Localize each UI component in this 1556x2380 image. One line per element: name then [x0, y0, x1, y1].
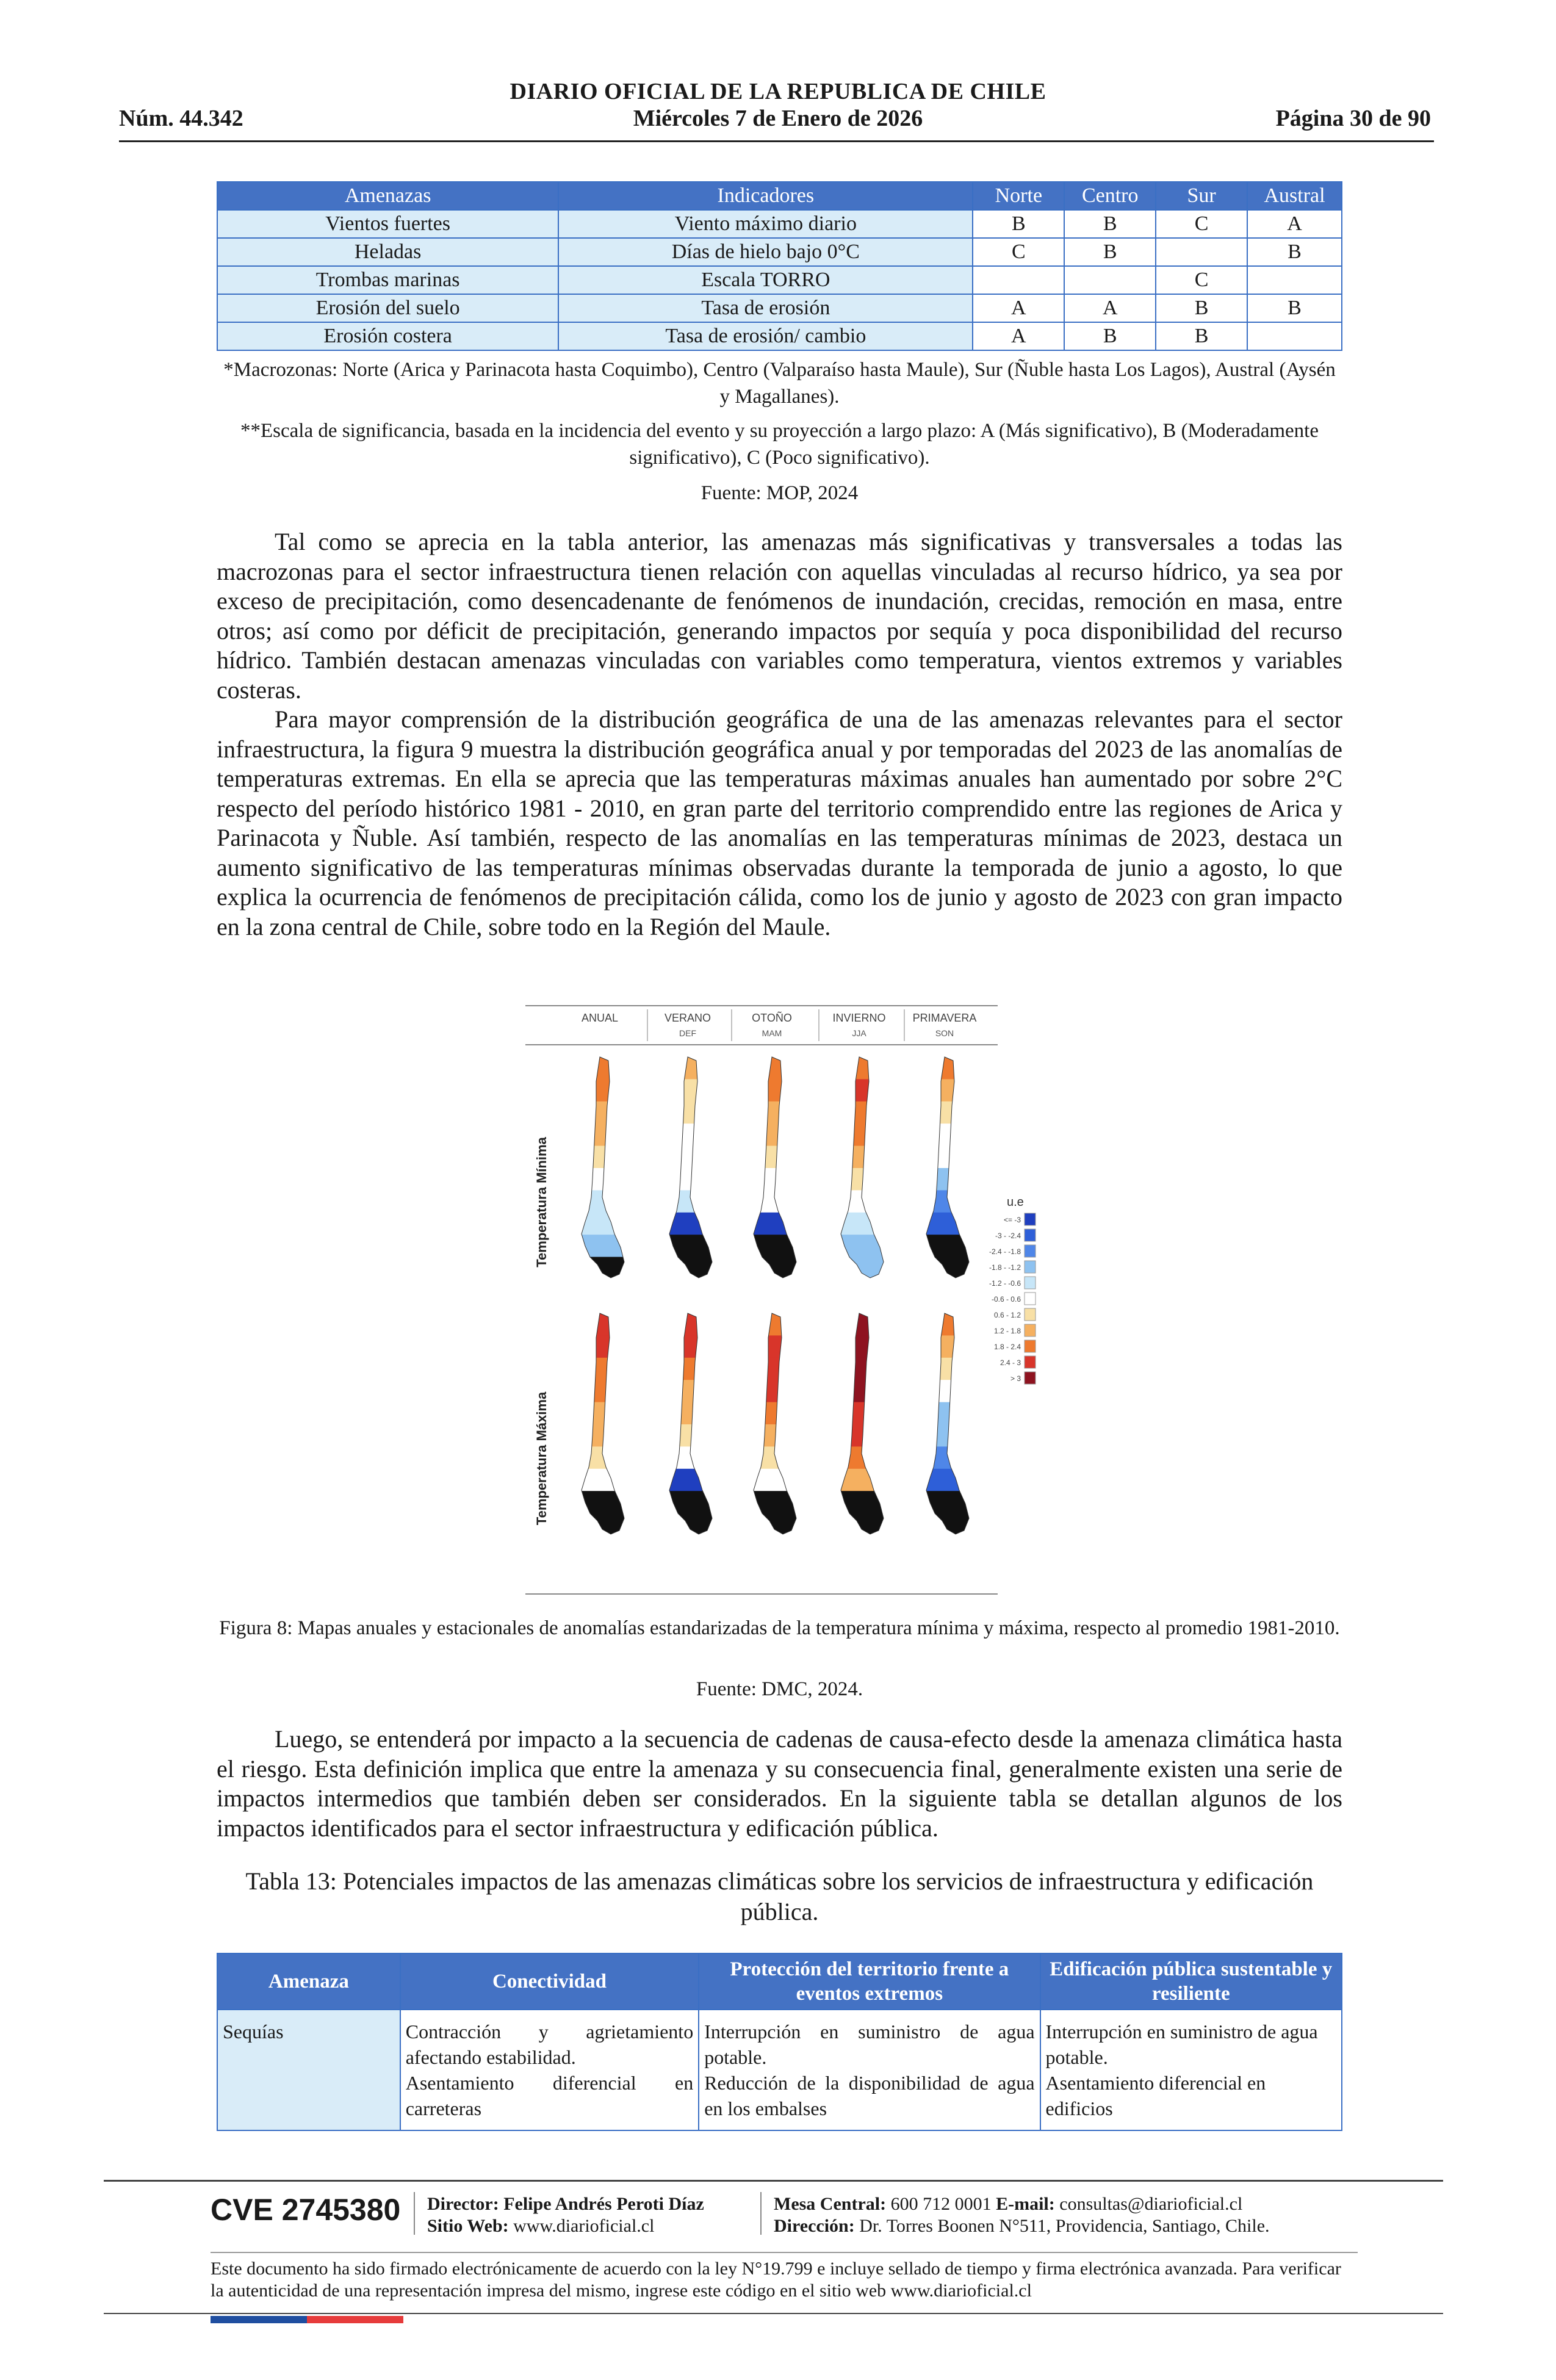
map-region [575, 1313, 625, 1336]
map-region [663, 1168, 713, 1191]
legend-swatch [1025, 1213, 1036, 1225]
map-region [920, 1190, 970, 1213]
table-cell: B [973, 210, 1064, 238]
map-region [920, 1446, 970, 1469]
map-region [663, 1213, 713, 1235]
map-region [920, 1380, 970, 1402]
map-region [575, 1446, 625, 1469]
map-region [747, 1123, 798, 1146]
map-region [663, 1190, 713, 1213]
map-region [920, 1123, 970, 1146]
map-region [747, 1257, 798, 1280]
table-cell: B [1064, 322, 1156, 350]
legend-swatch [1025, 1229, 1036, 1241]
map-region [575, 1513, 625, 1536]
footer-inner-rule [211, 2252, 1358, 2253]
map-region [835, 1079, 885, 1102]
legend-swatch [1025, 1293, 1036, 1305]
column-title: ANUAL [581, 1012, 619, 1024]
cve-code: CVE 2745380 [211, 2193, 401, 2227]
map-region [663, 1380, 713, 1402]
table-row [217, 266, 1342, 294]
map-region [575, 1358, 625, 1380]
legend-swatch [1025, 1245, 1036, 1257]
table-cell: B [1064, 210, 1156, 238]
table-note-scale: **Escala de significancia, basada en la incidencia del evento y su proyección a largo plazo: A (Más significativo), B (Moderadamente significativo), C (Poco significativo). [240, 420, 1319, 469]
tmin-map [920, 1057, 970, 1280]
table-cell [699, 2010, 1040, 2130]
legend-label: 1.8 - 2.4 [993, 1343, 1021, 1351]
table-row [217, 238, 1342, 266]
table-cell: Vientos fuertes [217, 210, 558, 238]
column-header: Conectividad [400, 1953, 699, 2010]
map-region [575, 1146, 625, 1169]
table-cell: C [1156, 266, 1247, 294]
tmax-map [920, 1313, 970, 1536]
map-region [920, 1257, 970, 1280]
tmin-map [835, 1057, 885, 1280]
table-cell: Escala TORRO [558, 266, 973, 294]
tmin-map [575, 1057, 625, 1280]
map-region [835, 1335, 885, 1358]
column-subtitle: MAM [762, 1028, 782, 1038]
map-region [575, 1102, 625, 1124]
table-row [217, 322, 1342, 350]
map-region [835, 1358, 885, 1380]
map-region [920, 1424, 970, 1447]
map-region [575, 1079, 625, 1102]
map-region [920, 1168, 970, 1191]
map-region [747, 1057, 798, 1080]
map-region [835, 1168, 885, 1191]
table-source: Fuente: MOP, 2024 [701, 482, 859, 504]
table-row [217, 294, 1342, 322]
map-region [575, 1257, 625, 1280]
table-cell: A [1247, 210, 1342, 238]
table-cell: Sequías [217, 2010, 400, 2130]
map-region [575, 1190, 625, 1213]
column-title: VERANO [664, 1012, 711, 1024]
impact-item: Contracción y agrietamiento afectando estabilidad. [405, 2021, 694, 2068]
legend-title: u.e [1007, 1195, 1024, 1209]
impacts-table [217, 1953, 1342, 2131]
impact-item: Asentamiento diferencial en carreteras [405, 2072, 694, 2119]
map-region [575, 1424, 625, 1447]
table-cell: B [1247, 294, 1342, 322]
map-region [835, 1213, 885, 1235]
map-region [663, 1057, 713, 1080]
map-region [747, 1402, 798, 1425]
map-region [920, 1146, 970, 1169]
table-cell: A [973, 294, 1064, 322]
tmin-map [747, 1057, 798, 1280]
table-cell: A [1064, 294, 1156, 322]
column-header: Centro [1064, 182, 1156, 210]
column-subtitle: JJA [852, 1028, 866, 1038]
map-region [575, 1057, 625, 1080]
legend-label: > 3 [1010, 1374, 1021, 1383]
legend-label: -3 - -2.4 [995, 1231, 1021, 1240]
map-region [575, 1168, 625, 1191]
issue-number: Núm. 44.342 [119, 106, 243, 131]
map-region [920, 1057, 970, 1080]
table-cell: B [1156, 294, 1247, 322]
table-cell: Heladas [217, 238, 558, 266]
table-cell: C [1156, 210, 1247, 238]
issue-date: Miércoles 7 de Enero de 2026 [633, 106, 923, 131]
map-region [663, 1469, 713, 1491]
table-cell [1247, 266, 1342, 294]
impact-item: Asentamiento diferencial en edificios [1045, 2072, 1266, 2119]
threats-indicators-table [217, 181, 1342, 351]
map-region [835, 1446, 885, 1469]
legend-label: <= -3 [1003, 1216, 1021, 1224]
director-name: Felipe Andrés Peroti Díaz [503, 2194, 704, 2214]
map-region [835, 1469, 885, 1491]
footer-bottom-rule [104, 2313, 1443, 2314]
flag-bar-red [307, 2316, 403, 2323]
map-region [747, 1335, 798, 1358]
direccion-label: Dirección: [774, 2216, 855, 2236]
footer-separator [414, 2192, 415, 2235]
column-title: INVIERNO [832, 1012, 886, 1024]
map-region [663, 1257, 713, 1280]
map-region [920, 1402, 970, 1425]
column-header: Indicadores [558, 182, 973, 210]
map-region [663, 1079, 713, 1102]
legend-swatch [1025, 1308, 1036, 1321]
map-region [747, 1380, 798, 1402]
table-header-row [217, 1953, 1342, 2010]
tmax-map [663, 1313, 713, 1536]
legend-label: 1.2 - 1.8 [993, 1327, 1021, 1335]
footer-contact-block [774, 2193, 1270, 2237]
table-cell: Tasa de erosión/ cambio [558, 322, 973, 350]
map-region [747, 1313, 798, 1336]
column-subtitle: DEF [679, 1028, 696, 1038]
column-header: Amenazas [217, 182, 558, 210]
tmax-map [575, 1313, 625, 1536]
mesa-label: Mesa Central: [774, 2194, 887, 2214]
footer-rule [104, 2180, 1443, 2182]
legend-label: -1.8 - -1.2 [989, 1263, 1021, 1272]
map-region [575, 1469, 625, 1491]
table-cell: C [973, 238, 1064, 266]
map-region [747, 1190, 798, 1213]
map-region [835, 1313, 885, 1336]
director-label: Director: [427, 2194, 499, 2214]
legend-swatch [1025, 1277, 1036, 1289]
legend-label: 0.6 - 1.2 [993, 1311, 1021, 1319]
table-cell [1247, 322, 1342, 350]
legend-label: -1.2 - -0.6 [989, 1279, 1021, 1288]
map-region [747, 1513, 798, 1536]
table-cell: Días de hielo bajo 0°C [558, 238, 973, 266]
table-cell [1040, 2010, 1342, 2130]
body-paragraph: Luego, se entenderá por impacto a la secuencia de cadenas de causa-efecto desde la amenaza climática hasta el riesgo. Esta definición implica que entre la amenaza y su consecuencia final, generalmente existen una serie de impactos intermedios que también deben ser considerados. En la siguiente tabla se detallan algunos de los impactos identificados para el sector infraestructura y edificación pública. [217, 1725, 1342, 1842]
map-region [835, 1146, 885, 1169]
impact-item: Reducción de la disponibilidad de agua en los embalses [704, 2072, 1035, 2119]
footer-separator [760, 2192, 762, 2235]
map-region [575, 1380, 625, 1402]
map-region [835, 1257, 885, 1280]
legend-label: -2.4 - -1.8 [989, 1247, 1021, 1256]
map-region [663, 1335, 713, 1358]
column-header: Norte [973, 182, 1064, 210]
map-region [835, 1424, 885, 1447]
map-region [663, 1358, 713, 1380]
publication-title: DIARIO OFICIAL DE LA REPUBLICA DE CHILE [510, 79, 1046, 104]
map-region [575, 1213, 625, 1235]
flag-bar-blue [211, 2316, 307, 2323]
map-region [575, 1402, 625, 1425]
map-region [920, 1335, 970, 1358]
email-link[interactable]: consultas@diarioficial.cl [1059, 2194, 1243, 2214]
impact-item: Interrupción en suministro de agua potable. [704, 2021, 1035, 2068]
table-cell [1064, 266, 1156, 294]
table-cell: B [1247, 238, 1342, 266]
table-row [217, 210, 1342, 238]
table-cell: Erosión del suelo [217, 294, 558, 322]
legend-swatch [1025, 1356, 1036, 1368]
map-region [663, 1123, 713, 1146]
column-header: Austral [1247, 182, 1342, 210]
map-region [835, 1190, 885, 1213]
map-grid [522, 1001, 1046, 1599]
map-region [835, 1057, 885, 1080]
map-region [920, 1313, 970, 1336]
map-region [747, 1079, 798, 1102]
map-region [747, 1213, 798, 1235]
map-region [835, 1123, 885, 1146]
map-region [920, 1469, 970, 1491]
table-cell: Erosión costera [217, 322, 558, 350]
column-title: OTOÑO [752, 1012, 792, 1024]
column-header: Sur [1156, 182, 1247, 210]
map-region [747, 1424, 798, 1447]
map-region [747, 1146, 798, 1169]
column-header: Amenaza [217, 1953, 400, 2010]
email-label: E-mail: [996, 2194, 1055, 2214]
map-region [575, 1123, 625, 1146]
body-paragraph: Tal como se aprecia en la tabla anterior, las amenazas más significativas y transversales a todas las macrozonas para el sector infraestructura tienen relación con aquellas vinculadas al recurso hídrico, ya sea por exceso de precipitación, como desencadenante de fenómenos de inundación, crecidas, remoción en masa, entre otros; así como por déficit de precipitación, generando impactos por sequía y poca disponibilidad del recurso hídrico. También destacan amenazas vinculadas con variables como temperatura, vientos extremos y variables costeras. [217, 528, 1342, 704]
header-rule [119, 140, 1434, 142]
map-region [575, 1335, 625, 1358]
legend-label: 2.4 - 3 [1000, 1358, 1021, 1367]
figure-caption: Figura 8: Mapas anuales y estacionales de anomalías estandarizadas de la temperatura mínima y máxima, respecto al promedio 1981-2010. [219, 1617, 1340, 1639]
footer-director-block [427, 2193, 704, 2237]
column-header: Protección del territorio frente a eventos extremos [699, 1953, 1040, 2010]
table-cell: Tasa de erosión [558, 294, 973, 322]
map-region [747, 1469, 798, 1491]
table-cell [1156, 238, 1247, 266]
map-region [920, 1358, 970, 1380]
map-region [663, 1424, 713, 1447]
map-region [920, 1079, 970, 1102]
tmin-map [663, 1057, 713, 1280]
body-paragraph: Para mayor comprensión de la distribución geográfica de una de las amenazas relevantes para el sector infraestructura, la figura 9 muestra la distribución geográfica anual y por temporadas del 2023 de las anomalías de temperaturas extremas. En ella se aprecia que las temperaturas máximas anuales han aumentado por sobre 2°C respecto del período histórico 1981 - 2010, en gran parte del territorio comprendido entre las regiones de Arica y Parinacota y Ñuble. Así también, respecto de las anomalías en las temperaturas mínimas de 2023, destaca un aumento significativo de las temperaturas mínimas observadas durante la temporada de junio a agosto, lo que explica la ocurrencia de fenómenos de precipitación cálida, como los de junio y agosto de 2023 con gran impacto en la zona central de Chile, sobre todo en la Región del Maule. [217, 705, 1342, 940]
temperature-anomaly-figure [522, 1001, 1024, 1599]
tmax-map [835, 1313, 885, 1536]
map-region [747, 1102, 798, 1124]
map-region [920, 1213, 970, 1235]
column-header: Edificación pública sustentable y resiliente [1040, 1953, 1342, 2010]
table-row [217, 2010, 1342, 2130]
table-caption: Tabla 13: Potenciales impactos de las amenazas climáticas sobre los servicios de infraestructura y edificación pública. [245, 1867, 1314, 1925]
table-cell: B [1064, 238, 1156, 266]
legend-swatch [1025, 1324, 1036, 1336]
column-title: PRIMAVERA [912, 1012, 977, 1024]
figure-source: Fuente: DMC, 2024. [696, 1678, 863, 1700]
tmax-map [747, 1313, 798, 1536]
table-cell: Trombas marinas [217, 266, 558, 294]
web-label: Sitio Web: [427, 2216, 509, 2236]
table-note-macrozonas: *Macrozonas: Norte (Arica y Parinacota hasta Coquimbo), Centro (Valparaíso hasta Maule), Sur (Ñuble hasta Los Lagos), Austral (Aysén y Magallanes). [223, 359, 1336, 408]
page-number: Página 30 de 90 [1275, 106, 1431, 131]
table-cell: A [973, 322, 1064, 350]
map-region [663, 1313, 713, 1336]
map-region [663, 1402, 713, 1425]
legend-label: -0.6 - 0.6 [991, 1295, 1021, 1304]
table-cell [400, 2010, 699, 2130]
map-region [835, 1380, 885, 1402]
table-cell: B [1156, 322, 1247, 350]
legend-swatch [1025, 1261, 1036, 1273]
row-label-min: Temperatura Mínima [534, 1137, 549, 1268]
map-region [835, 1402, 885, 1425]
map-region [663, 1513, 713, 1536]
map-region [663, 1102, 713, 1124]
impact-item: Interrupción en suministro de agua potable. [1045, 2021, 1318, 2068]
legend-swatch [1025, 1340, 1036, 1352]
map-region [835, 1513, 885, 1536]
direccion-value: Dr. Torres Boonen N°511, Providencia, Santiago, Chile. [859, 2216, 1270, 2236]
map-region [920, 1102, 970, 1124]
map-region [920, 1513, 970, 1536]
column-subtitle: SON [935, 1028, 954, 1038]
table-header-row [217, 182, 1342, 210]
map-region [835, 1102, 885, 1124]
map-region [747, 1358, 798, 1380]
table-cell [973, 266, 1064, 294]
map-region [663, 1446, 713, 1469]
footer-legal-text: Este documento ha sido firmado electrónicamente de acuerdo con la ley N°19.799 e incluye sellado de tiempo y firma electrónica avanzada. Para verificar la autenticidad de una representación impresa del mismo, ingrese este código en el sitio web www.diarioficial.cl [211, 2259, 1341, 2301]
legend-swatch [1025, 1372, 1036, 1384]
map-region [747, 1446, 798, 1469]
mesa-phone: 600 712 0001 [890, 2194, 992, 2214]
row-label-max: Temperatura Máxima [534, 1391, 549, 1526]
map-region [747, 1168, 798, 1191]
web-link[interactable]: www.diarioficial.cl [513, 2216, 655, 2236]
map-region [663, 1146, 713, 1169]
table-cell: Viento máximo diario [558, 210, 973, 238]
